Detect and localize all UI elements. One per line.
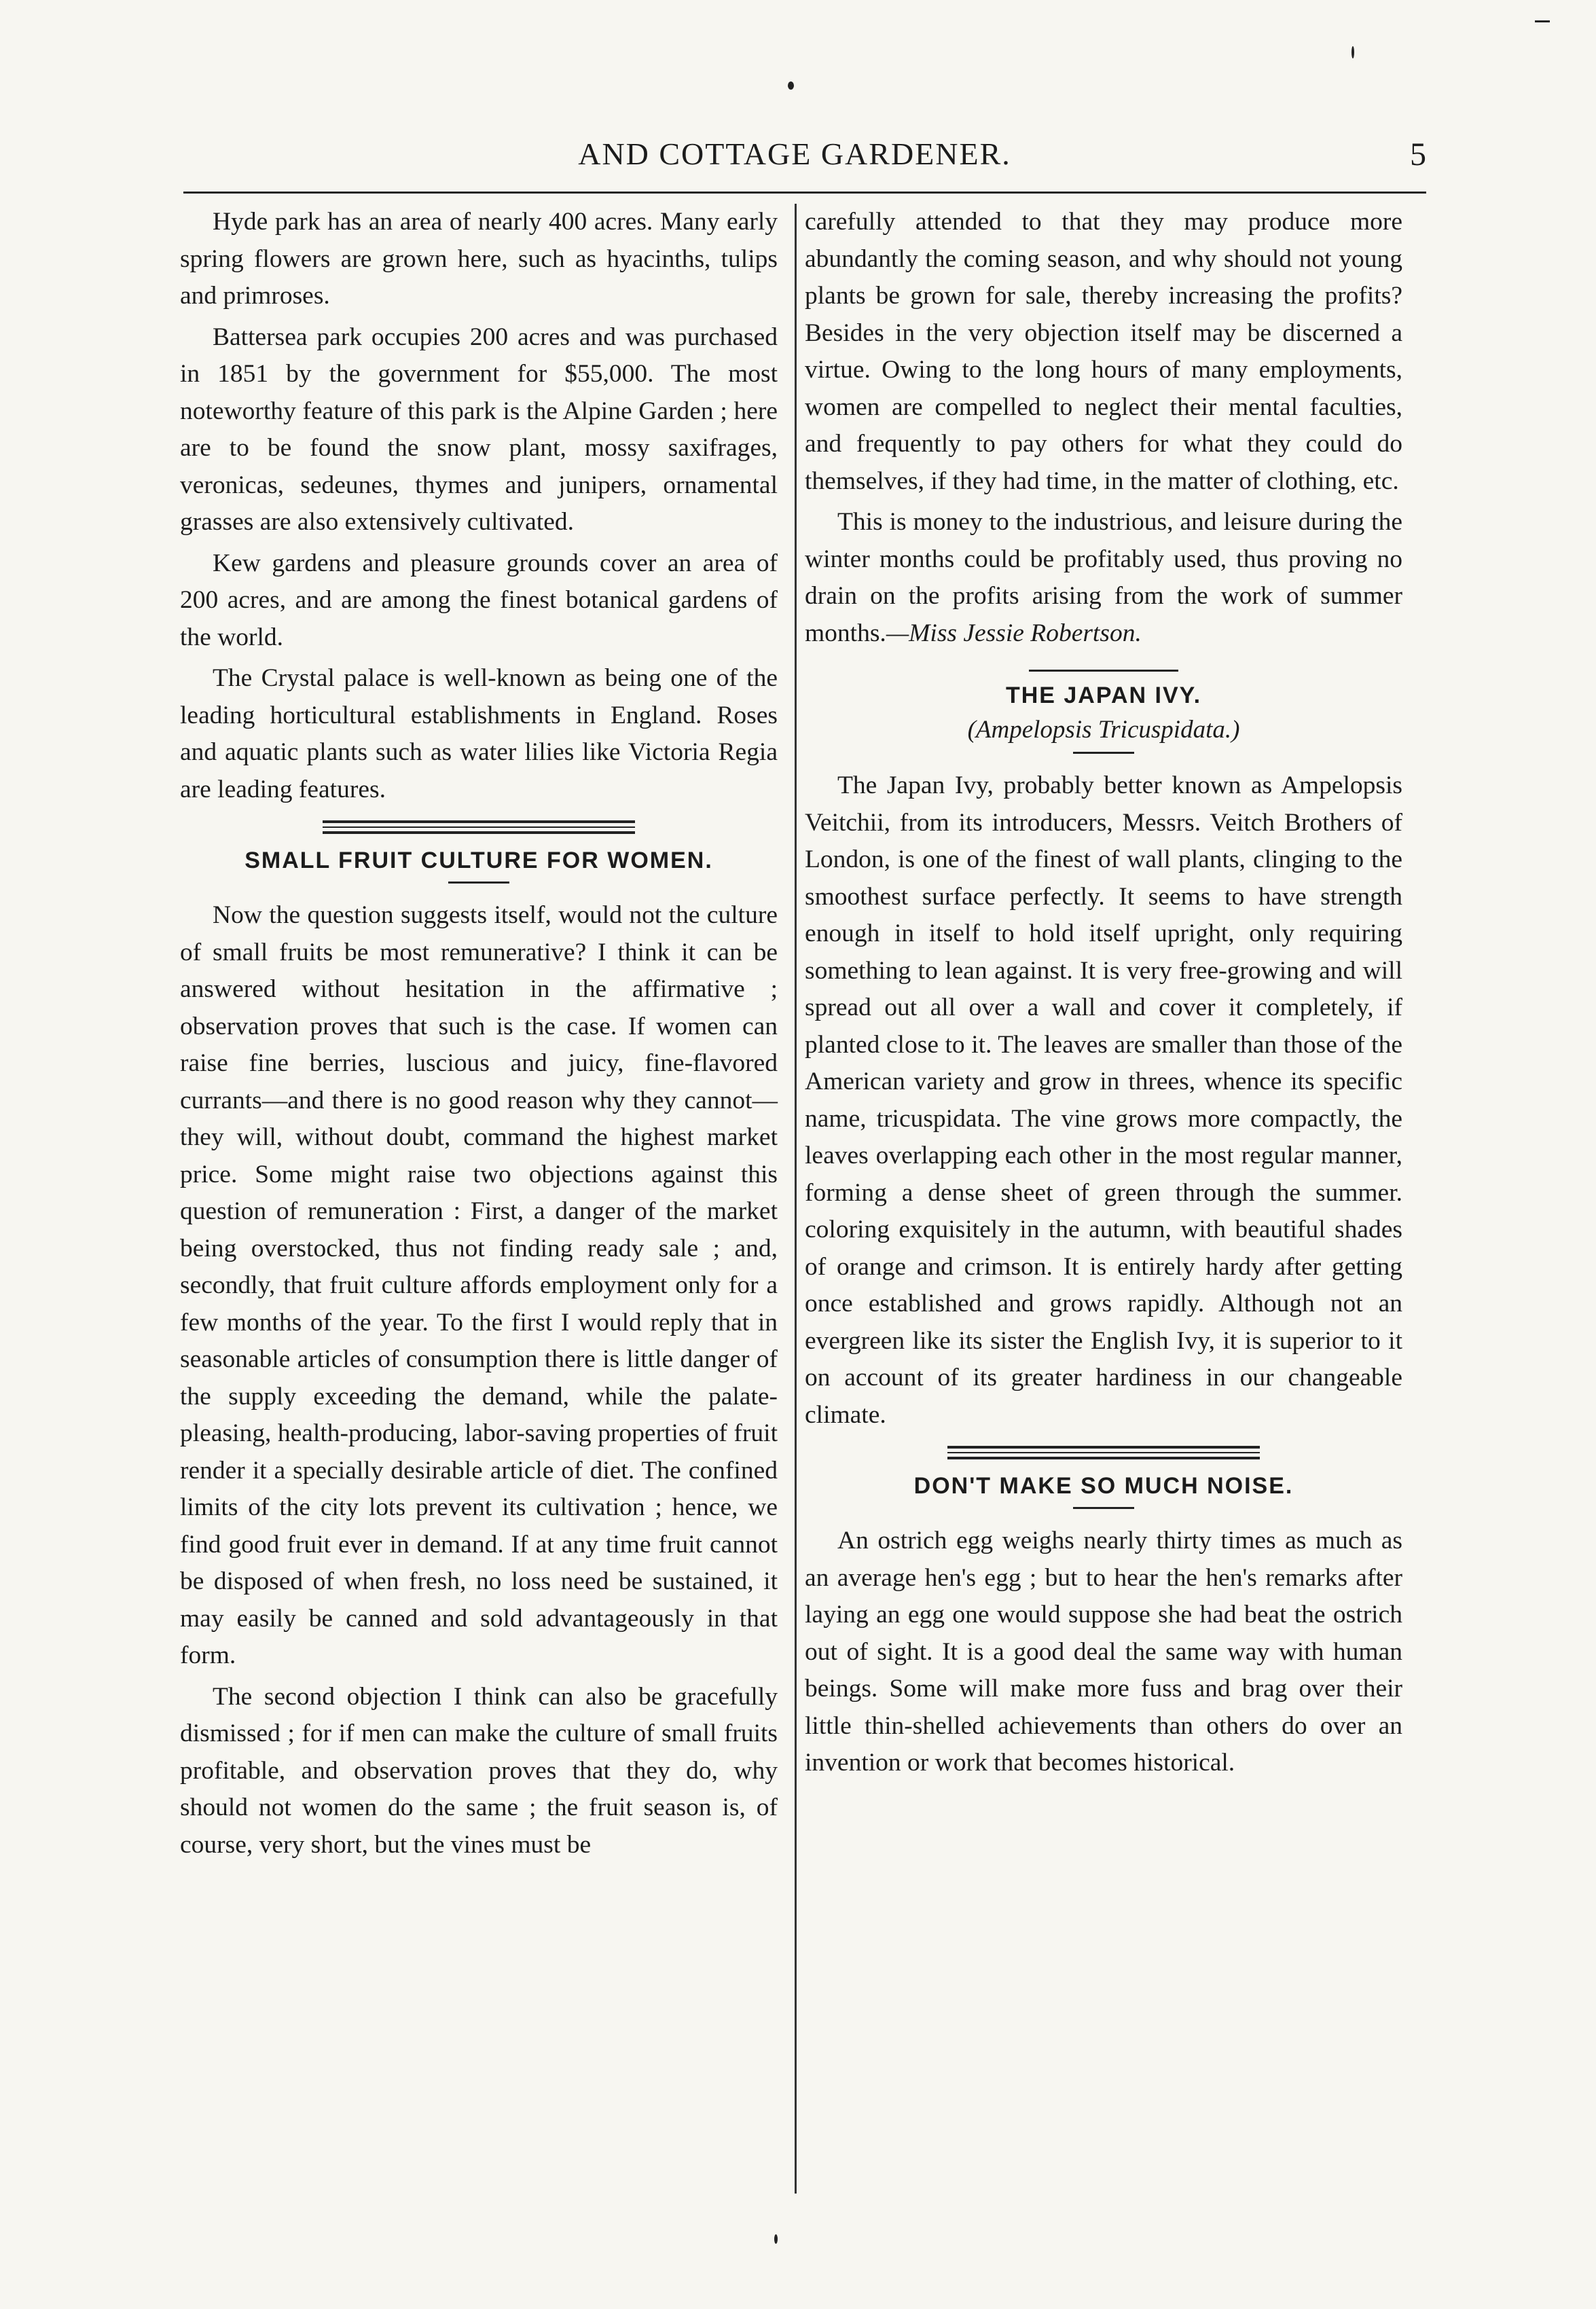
page-number: 5 [1410, 137, 1426, 172]
paragraph-battersea-park: Battersea park occupies 200 acres and was purchased in 1851 by the government for $55,000. The most noteworthy feature of this park is the Alpine Garden ; here are to be found the snow plant, mossy saxifrages, veronicas, sedeunes, thymes and junipers, ornamental grasses are also extensively cultivated. [180, 323, 778, 536]
paragraph-noise: An ostrich egg weighs nearly thirty times as much as an average hen's egg ; but to hear the hen's remarks after laying an egg one would suppose she had beat the ostrich out of sight. It is a good deal the same way with human beings. Some will make more fuss and brag over their little thin-shelled achievements than others do over an invention or work that becomes historical. [805, 1527, 1402, 1777]
article-subheading-japan-ivy: (Ampelopsis Tricuspidata.) [967, 716, 1240, 744]
column-divider [795, 204, 797, 2194]
print-speck [1352, 46, 1354, 58]
article-heading-small-fruit: SMALL FRUIT CULTURE FOR WOMEN. [244, 848, 713, 873]
heading-rule [448, 881, 509, 884]
heading-rule [1073, 752, 1134, 754]
section-separator [947, 1446, 1260, 1459]
author-signature: —Miss Jessie Robertson. [886, 619, 1142, 647]
paragraph-small-fruit-closing [805, 504, 1402, 652]
heading-rule [1073, 1507, 1134, 1509]
separator-short [1029, 670, 1178, 672]
paragraph-small-fruit-1: Now the question suggests itself, would not the culture of small fruits be most remunerative? I think it can be answered without hesitation in the affirmative ; observation proves that such is the case. If women can raise fine berries, luscious and juicy, fine-flavored currants—and there is no good reason why they cannot—they will, without doubt, command the highest market price. Some might raise two objections against this question of remuneration : First, a danger of the market being overstocked, thus not finding ready sale ; and, secondly, that fruit culture affords employment only for a few months of the year. To the first I would reply that in seasonable articles of consumption there is little danger of the supply exceeding the demand, while the palate-pleasing, health-producing, labor-saving properties of fruit render it a specially desirable article of diet. The confined limits of the city lots prevent its cultivation ; hence, we find good fruit ever in demand. If at any time fruit cannot be disposed of when fresh, no loss need be sustained, it may easily be canned and sold advantageously in that form. [180, 901, 778, 1669]
paragraph-hyde-park: Hyde park has an area of nearly 400 acres. Many early spring flowers are grown here, such as hyacinths, tulips and primroses. [180, 208, 778, 310]
print-speck [774, 2234, 778, 2244]
paragraph-crystal-palace: The Crystal palace is well-known as being one of the leading horticultural establishments in England. Roses and aquatic plants such as water lilies like Victoria Regia are leading features. [180, 664, 778, 803]
right-column [805, 204, 1402, 1782]
paragraph-kew-gardens: Kew gardens and pleasure grounds cover an area of 200 acres, and are among the finest botanical gardens of the world. [180, 549, 778, 651]
left-column [180, 204, 778, 1863]
paragraph-japan-ivy: The Japan Ivy, probably better known as Ampelopsis Veitchii, from its introducers, Messrs. Veitch Brothers of London, is one of the finest of wall plants, clinging to the smoothest surface perfectly. It seems to have strength enough in itself to hold itself upright, only requiring something to lean against. It is very free-growing and will spread out all over a wall and cover it completely, if planted close to it. The leaves are smaller than those of the American variety and grow in threes, whence its specific name, tricuspidata. The vine grows more compactly, the leaves overlapping each other in the most regular manner, forming a dense sheet of green through the summer. coloring exquisitely in the autumn, with beautiful shades of orange and crimson. It is entirely hardy after getting once established and grows rapidly. Although not an evergreen like its sister the English Ivy, it is superior to it on account of its greater hardiness in our changeable climate. [805, 771, 1402, 1429]
running-title: AND COTTAGE GARDENER. [578, 137, 1011, 171]
closing-text: This is money to the industrious, and leisure during the winter months could be profitably used, thus proving no drain on the profits arising from the work of summer months. [805, 508, 1402, 647]
section-separator [323, 820, 635, 834]
article-heading-noise: DON'T MAKE SO MUCH NOISE. [913, 1473, 1294, 1499]
article-heading-japan-ivy: THE JAPAN IVY. [1005, 683, 1202, 708]
print-speck [1535, 20, 1550, 22]
print-speck [788, 81, 794, 90]
paragraph-small-fruit-continuation: carefully attended to that they may produce more abundantly the coming season, and why should not young plants be grown for sale, thereby increasing the profits? Besides in the very objection itself may be discerned a virtue. Owing to the long hours of many employments, women are compelled to neglect their mental faculties, and frequently to pay others for what they could do themselves, if they had time, in the matter of clothing, etc. [805, 208, 1402, 495]
header-rule [183, 192, 1426, 194]
page-header [163, 136, 1426, 190]
paragraph-small-fruit-2: The second objection I think can also be gracefully dismissed ; for if men can make the culture of small fruits profitable, and observation proves that they do, why should not women do the same ; the fruit season is, of course, very short, but the vines must be [180, 1682, 778, 1859]
